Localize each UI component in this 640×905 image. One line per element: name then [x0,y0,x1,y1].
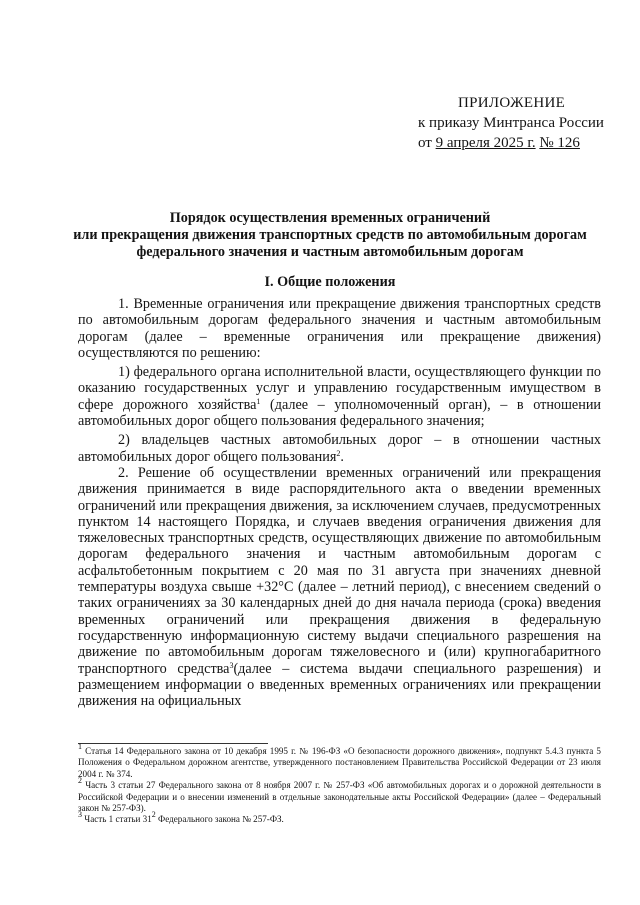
paragraph-text: 1) федерального органа исполнительной власти, осуществляющего функции по оказанию государственных услуг и управлению государственным имуществом в сфере дорожного хозяйства [78,364,601,413]
footnote-superscript: 2 [151,810,156,820]
appendix-date-prefix: от [418,135,432,151]
title-line: или прекращения движения транспортных средств по автомобильным дорогам [73,227,587,243]
appendix-number: № 126 [539,135,580,151]
footnote-mark: 1 [256,396,261,406]
title-line: федерального значения и частным автомобильным дорогам [136,244,524,260]
title-line: Порядок осуществления временных ограничений [169,210,491,226]
paragraph-1-1 [78,364,601,429]
footnote-2 [78,776,601,814]
footnote-number: 1 [78,742,82,751]
footnote-mark: 2 [336,448,341,458]
footnote-number: 3 [78,810,82,820]
document-title [60,210,600,261]
footnote-mark: 3 [229,660,234,670]
paragraph-text: . [340,448,344,465]
footnote-text: Статья 14 Федерального закона от 10 декабря 1995 г. № 196-ФЗ «О безопасности дорожного движения», подпункт 5.4.3 пункта 5 Положения о Федеральном дорожном агентстве, утвержденного постановлением Правительства Российской Федерации от 23 июля 2004 г. № 374. [78,746,601,779]
footnote-text: Федерального закона № 257-ФЗ. [155,814,284,825]
section-title: I. Общие положения [264,274,396,290]
appendix-order-ref: к приказу Минтранса России [418,115,604,131]
footnote-text: Часть 1 статьи 31 [84,814,152,825]
paragraph-1-2 [78,432,601,465]
paragraph-text: 2) владельцев частных автомобильных дорог – в отношении частных автомобильных дорог общего пользования [78,432,601,465]
paragraph-text: 2. Решение об осуществлении временных ограничений или прекращения движения принимается в виде распорядительного акта о введении временных ограничений или прекращения движения, за исключением случаев, предусмотренных пунктом 14 настоящего Порядка, и случаев введения ограничения движения для тяжеловесных транспортных средств, осуществляющих движение по автомобильным дорогам федерального значения и частным автомобильным дорогам с асфальтобетонным покрытием с 20 мая по 31 августа при значениях дневной температуры воздуха свыше +32°С (далее – летний период), с внесением сведений о таких ограничениях за 30 календарных дней до дня начала периода (срока) введения временных ограничений или прекращения движения в федеральную государственную информационную систему выдачи специального разрешения на движение по автомобильным дорогам тяжеловесного и (или) крупногабаритного транспортного средства [78,464,601,677]
paragraph-text: (далее – система выдачи специального разрешения) и размещением информации о введенных временных ограничениях или прекращении движения на официальных [78,660,601,710]
footnote-1 [78,742,601,780]
footnote-divider [78,743,268,744]
footnote-text: Часть 3 статьи 27 Федерального закона от 8 ноября 2007 г. № 257-ФЗ «Об автомобильных дорогах и о дорожной деятельности в Российской Федерации и о внесении изменений в отдельные законодательные акты Российской Федерации» (далее – Федеральный закон № 257-ФЗ). [78,780,601,814]
footnotes [78,742,601,826]
appendix-date: 9 апреля 2025 г. [435,135,536,151]
appendix-header [418,93,618,153]
paragraph-1: 1. Временные ограничения или прекращение движения транспортных средств по автомобильным дорогам федерального значения и частным автомобильным дорогам (далее – временные ограничения или прекращение движения) осуществляются по решению: [78,296,601,361]
document-body [78,296,601,709]
footnote-3 [78,810,601,825]
paragraph-2 [78,465,601,709]
footnote-number: 2 [78,776,82,786]
appendix-date-line [418,133,618,153]
appendix-title: ПРИЛОЖЕНИЕ [458,95,566,111]
paragraph-text: (далее – уполномоченный орган), – в отношении автомобильных дорог общего пользования федерального значения; [78,396,601,430]
